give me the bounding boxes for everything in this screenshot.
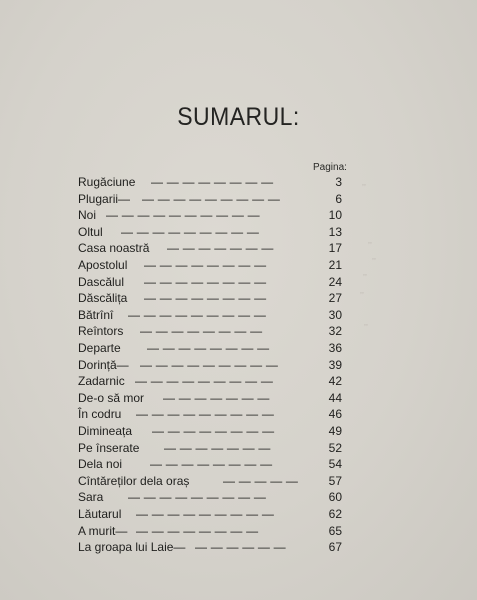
toc-entry	[78, 307, 348, 323]
toc-entry-leader: — — — — — — — — —	[121, 224, 260, 239]
toc-entry-page: 42	[328, 374, 342, 389]
toc-entry	[78, 523, 348, 539]
toc-entry-page: 46	[328, 407, 342, 422]
toc-entry	[78, 290, 348, 306]
toc-entry-title: Lăutarul	[78, 507, 122, 521]
toc-entry-leader: — — — — — — — — —	[136, 407, 275, 422]
toc-entry-title: Plugarii—	[78, 191, 131, 206]
show-through-mark: ,,	[364, 318, 368, 327]
toc-entry-title: Zadarnic	[78, 374, 125, 389]
toc-entry	[78, 423, 348, 439]
toc-entry	[78, 274, 348, 290]
toc-entry-page: 3	[335, 175, 342, 189]
toc-entry-title: Oltul	[78, 224, 103, 239]
toc-entry	[78, 240, 348, 256]
toc-entry-page: 49	[328, 424, 342, 438]
page-column-header: Pagina:	[313, 162, 347, 173]
toc-entry-leader: — — — — — — — —	[136, 523, 259, 538]
toc-entry-leader: — — — — — — —	[167, 241, 274, 256]
toc-entry-leader: — — — — — — — — —	[136, 507, 275, 521]
toc-entry	[78, 191, 348, 207]
toc-entry	[78, 174, 348, 190]
toc-entry	[78, 473, 348, 489]
toc-entry-title: Cîntăreților dela oraș	[78, 473, 190, 488]
toc-entry-title: Casa noastră	[78, 241, 150, 256]
toc-entry	[78, 224, 348, 240]
toc-entry-page: 39	[328, 357, 342, 372]
toc-entry-title: Dorință—	[78, 357, 129, 372]
toc-entry	[78, 456, 348, 472]
toc-entry-page: 62	[328, 507, 342, 521]
toc-entry	[78, 340, 348, 356]
toc-entry-page: 67	[328, 540, 342, 555]
show-through-mark: ,,	[372, 252, 376, 261]
toc-entry	[78, 440, 348, 456]
toc-entry-leader: — — — — — — — —	[147, 341, 270, 355]
toc-entry	[78, 406, 348, 422]
toc-entry	[78, 506, 348, 522]
show-through-mark: ,,	[363, 268, 367, 277]
show-through-mark: ,,	[360, 286, 364, 295]
toc-entry-page: 57	[328, 473, 342, 488]
toc-entry-leader: — — — — — — — — —	[128, 490, 267, 505]
toc-entry-leader: — — — — — — — — —	[142, 191, 281, 206]
toc-entry-page: 60	[328, 490, 342, 505]
toc-entry-title: Noi	[78, 208, 97, 223]
toc-entry	[78, 357, 348, 373]
toc-entry-page: 36	[328, 341, 342, 355]
toc-entry	[78, 257, 348, 273]
toc-entry	[78, 323, 348, 339]
toc-entry-page: 30	[328, 307, 342, 322]
toc-entry-page: 32	[328, 324, 342, 339]
toc-entry-leader: — — — — — — — —	[140, 324, 263, 339]
toc-entry-page: 24	[328, 274, 342, 289]
toc-entry-title: Apostolul	[78, 258, 128, 272]
toc-entry	[78, 489, 348, 505]
toc-entry-title: De-o să mor	[78, 390, 145, 405]
toc-entry-page: 17	[328, 241, 342, 256]
toc-entry	[78, 373, 348, 389]
toc-entry-leader: — — — — — — —	[164, 440, 271, 455]
toc-entry-title: Dela noi	[78, 457, 123, 472]
toc-entry	[78, 207, 348, 223]
toc-entry-page: 10	[328, 208, 342, 223]
toc-entry-page: 27	[328, 291, 342, 306]
page-title: SUMARUL:	[177, 103, 300, 131]
toc-entry-leader: — — — — — — — —	[151, 175, 274, 189]
toc-entry-leader: — — — — — — — —	[150, 457, 273, 472]
show-through-mark: ,,	[362, 178, 366, 187]
toc-entry-page: 52	[328, 440, 342, 455]
toc-entry-leader: — — — — — — — —	[144, 291, 267, 306]
toc-entry-title: Rugăciune	[78, 175, 136, 189]
toc-entry-leader: — — — — — — —	[163, 390, 270, 405]
show-through-mark: ,,	[368, 236, 372, 245]
toc-entry-title: Departe	[78, 341, 121, 355]
toc-entry-title: În codru	[78, 407, 122, 422]
toc-entry-title: A murit—	[78, 523, 128, 538]
toc-entry-leader: — — — — — — — —	[144, 274, 267, 289]
toc-entry-title: Dăscălița	[78, 291, 128, 306]
toc-entry-leader: — — — — — — — —	[144, 258, 267, 272]
toc-entry	[78, 539, 348, 555]
toc-entry-title: Pe înserate	[78, 440, 140, 455]
toc-entry-page: 13	[328, 224, 342, 239]
toc-entry-leader: — — — — — — — — —	[135, 374, 274, 389]
toc-entry-leader: — — — — —	[223, 473, 299, 488]
toc-entry-title: Dimineața	[78, 424, 133, 438]
toc-entry-title: Sara	[78, 490, 104, 505]
toc-entry-leader: — — — — — — — — —	[140, 357, 279, 372]
toc-entry-leader: — — — — — — — —	[152, 424, 275, 438]
toc-entry-title: La groapa lui Laie—	[78, 540, 186, 555]
toc-entry	[78, 390, 348, 406]
toc-entry-page: 44	[328, 390, 342, 405]
toc-entry-page: 6	[335, 191, 342, 206]
toc-entry-title: Reîntors	[78, 324, 124, 339]
toc-entry-leader: — — — — — —	[195, 540, 286, 555]
toc-entry-page: 21	[328, 258, 342, 272]
toc-entry-page: 65	[328, 523, 342, 538]
toc-entry-page: 54	[328, 457, 342, 472]
toc-entry-leader: — — — — — — — — — —	[106, 208, 260, 223]
toc-entry-title: Bătrînî	[78, 307, 114, 322]
toc-entry-title: Dascălul	[78, 274, 125, 289]
toc-entry-leader: — — — — — — — — —	[128, 307, 267, 322]
